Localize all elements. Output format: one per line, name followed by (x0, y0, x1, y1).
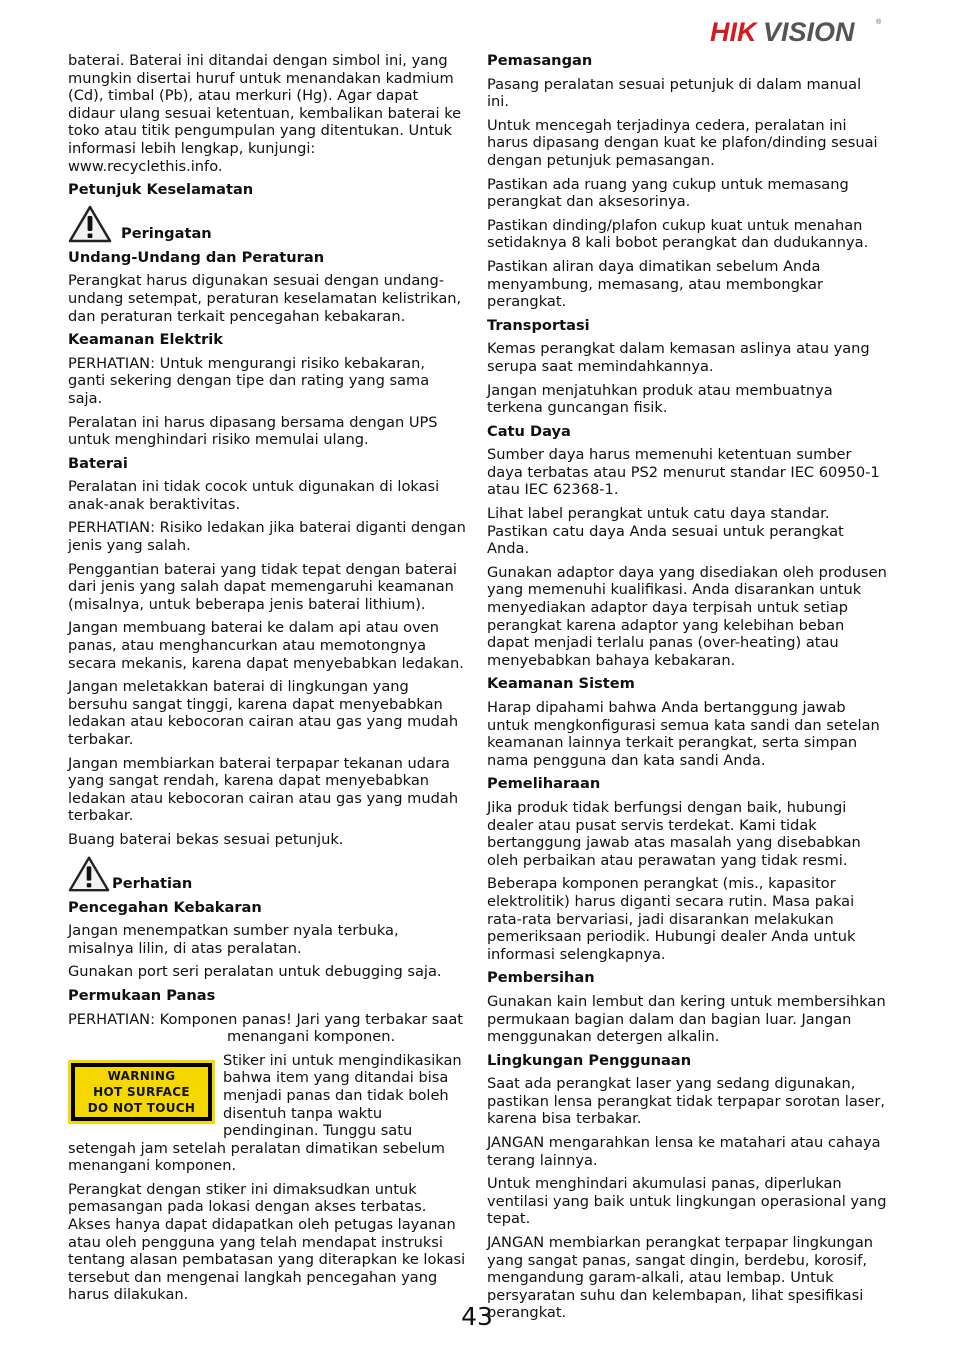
right-column (487, 52, 887, 1328)
fire-prevention-heading: Pencegahan Kebakaran (68, 898, 262, 916)
battery-text-6: Jangan membiarkan baterai terpapar tekanan udara yang sangat rendah, karena dapat menyebabkan ledakan atau kebocoran cairan atau gas yang mudah terbakar. (68, 754, 459, 825)
hot-surface-heading: Permukaan Panas (68, 986, 216, 1004)
installation-text-2: Untuk mencegah terjadinya cedera, peralatan ini harus dipasang dengan kuat ke plafon/dinding sesuai dengan petunjuk pemasangan. (487, 116, 878, 169)
power-text-3: Gunakan adaptor daya yang disediakan oleh produsen yang memenuhi kualifikasi. Anda disarankan untuk menyediakan adaptor daya terpisah untuk setiap perangkat karena adaptor yang kelebihan beban dapat menjadi terlalu panas (over-heating) atau menyebabkan bahaya kebakaran. (487, 563, 887, 669)
battery-text-4: Jangan membuang baterai ke dalam api atau oven panas, atau menghancurkan atau memotongnya secara mekanis, karena dapat menyebabkan ledakan. (68, 619, 464, 672)
electrical-safety-heading: Keamanan Elektrik (68, 331, 224, 349)
sticker-line-warning: WARNING (107, 1068, 176, 1083)
left-column (68, 52, 466, 1310)
warning-triangle-icon (68, 205, 112, 243)
electrical-text-2: Peralatan ini harus dipasang bersama dengan UPS untuk menghindari risiko memulai ulang. (68, 413, 438, 449)
power-text-1: Sumber daya harus memenuhi ketentuan sumber daya terbatas atau PS2 menurut standar IEC 60950-1 atau IEC 62368-1. (487, 446, 880, 499)
battery-text-2: PERHATIAN: Risiko ledakan jika baterai diganti dengan jenis yang salah. (68, 519, 466, 555)
maintenance-text-2: Beberapa komponen perangkat (mis., kapasitor elektrolitik) harus diganti secara rutin. Masa pakai rata-rata bervariasi, jadi disarankan melakukan pemeriksaan periodik. Hubungi dealer Anda untuk informasi selengkapnya. (487, 875, 856, 963)
environment-text-1: Saat ada perangkat laser yang sedang digunakan, pastikan lensa perangkat tidak terpapar sorotan laser, karena bisa terbakar. (487, 1075, 886, 1128)
battery-heading: Baterai (68, 454, 128, 472)
system-security-heading: Keamanan Sistem (487, 675, 635, 693)
hot-surface-text-3: Perangkat dengan stiker ini dimaksudkan untuk pemasangan pada lokasi dengan akses terbatas. Akses hanya dapat didapatkan oleh petugas layanan atau oleh pengguna yang telah mendapat instruksi tentang alasan pembatasan yang diterapkan ke lokasi tersebut dan mengenai langkah pencegahan yang harus dilakukan. (68, 1180, 466, 1304)
maintenance-text-1: Jika produk tidak berfungsi dengan baik, hubungi dealer atau pusat servis terdekat. Kami tidak bertanggung jawab atas masalah yang disebabkan oleh perbaikan atau perawatan yang tidak resmi. (487, 798, 861, 869)
hot-surface-sticker (68, 1060, 215, 1124)
page-number: 43 (461, 1302, 493, 1331)
law-text: Perangkat harus digunakan sesuai dengan undang-undang setempat, peraturan keselamatan kelistrikan, dan peraturan terkait pencegahan kebakaran. (68, 272, 462, 325)
law-heading: Undang-Undang dan Peraturan (68, 248, 325, 266)
warning-label: Peringatan (121, 225, 212, 243)
electrical-text-1: PERHATIAN: Untuk mengurangi risiko kebakaran, ganti sekering dengan tipe dan rating yang sama saja. (68, 354, 430, 407)
cleaning-text-1: Gunakan kain lembut dan kering untuk membersihkan permukaan bagian dalam dan bagian luar. Jangan menggunakan detergen alkalin. (487, 992, 886, 1046)
power-supply-heading: Catu Daya (487, 422, 571, 440)
svg-text:®: ® (876, 19, 882, 26)
caution-row (68, 855, 466, 893)
environment-heading: Lingkungan Penggunaan (487, 1051, 692, 1069)
hot-surface-text-1-line1: PERHATIAN: Komponen panas! Jari yang terbakar saat (68, 1010, 464, 1028)
environment-text-2: JANGAN mengarahkan lensa ke matahari atau cahaya terang lainnya. (487, 1134, 881, 1169)
hikvision-logo (710, 14, 885, 48)
installation-text-3: Pastikan ada ruang yang cukup untuk memasang perangkat dan aksesorinya. (487, 175, 849, 211)
system-text-1: Harap dipahami bahwa Anda bertanggung jawab untuk mengkonfigurasi semua kata sandi dan setelan keamanan lainnya terkait perangkat, serta simpan nama pengguna dan kata sandi Anda. (487, 699, 880, 769)
battery-text-3: Penggantian baterai yang tidak tepat dengan baterai dari jenis yang salah dapat memengaruhi keamanan (misalnya, untuk beberapa jenis baterai lithium). (68, 560, 457, 613)
environment-text-3: Untuk menghindari akumulasi panas, diperlukan ventilasi yang baik untuk lingkungan operasional yang tepat. (487, 1175, 887, 1228)
fire-text-1: Jangan menempatkan sumber nyala terbuka, misalnya lilin, di atas peralatan. (68, 922, 399, 957)
safety-instructions-heading: Petunjuk Keselamatan (68, 181, 254, 199)
caution-label: Perhatian (112, 874, 193, 892)
battery-text-7: Buang baterai bekas sesuai petunjuk. (68, 830, 344, 848)
power-text-2: Lihat label perangkat untuk catu daya standar. Pastikan catu daya Anda sesuai untuk perangkat Anda. (487, 505, 844, 558)
fire-text-2: Gunakan port seri peralatan untuk debugging saja. (68, 963, 442, 981)
maintenance-heading: Pemeliharaan (487, 775, 601, 793)
sticker-line-do-not-touch: DO NOT TOUCH (87, 1100, 196, 1115)
hot-surface-text-1-line2: menangani komponen. (227, 1028, 396, 1046)
transport-heading: Transportasi (487, 316, 590, 334)
installation-text-1: Pasang peralatan sesuai petunjuk di dalam manual ini. (487, 75, 862, 111)
svg-text:VISION: VISION (763, 17, 855, 47)
svg-text:HIK: HIK (710, 17, 757, 47)
transport-text-2: Jangan menjatuhkan produk atau membuatnya terkena guncangan fisik. (487, 381, 833, 417)
hot-surface-text-2: Stiker ini untuk mengindikasikan bahwa item yang ditandai bisa menjadi panas dan tidak boleh disentuh tanpa waktu pendinginan. Tunggu satu setengah jam setelah peralatan dimatikan sebelum menangani komponen. (68, 1051, 462, 1175)
warning-row (68, 205, 466, 243)
installation-heading: Pemasangan (487, 52, 593, 69)
installation-text-4: Pastikan dinding/plafon cukup kuat untuk menahan setidaknya 8 kali bobot perangkat dan dudukannya. (487, 216, 869, 252)
hot-surface-text-1 (68, 1011, 466, 1046)
battery-text-5: Jangan meletakkan baterai di lingkungan yang bersuhu sangat tinggi, karena dapat menyebabkan ledakan atau kebocoran cairan atau gas yang mudah terbakar. (68, 678, 459, 748)
transport-text-1: Kemas perangkat dalam kemasan aslinya atau yang serupa saat memindahkannya. (487, 340, 870, 375)
sticker-line-hot-surface: HOT SURFACE (93, 1084, 190, 1099)
caution-triangle-icon (68, 855, 110, 893)
cleaning-heading: Pembersihan (487, 969, 595, 987)
installation-text-5: Pastikan aliran daya dimatikan sebelum Anda menyambung, memasang, atau membongkar perangkat. (487, 257, 823, 311)
battery-intro-text: baterai. Baterai ini ditandai dengan simbol ini, yang mungkin disertai huruf untuk menandakan kadmium (Cd), timbal (Pb), atau merkuri (Hg). Agar dapat didaur ulang sesuai ketentuan, kembalikan baterai ke toko atau titik pengumpulan yang ditentukan. Untuk informasi lebih lengkap, kunjungi: www.recyclethis.info. (68, 52, 462, 175)
battery-text-1: Peralatan ini tidak cocok untuk digunakan di lokasi anak-anak beraktivitas. (68, 478, 440, 513)
environment-text-4: JANGAN membiarkan perangkat terpapar lingkungan yang sangat panas, sangat dingin, berdebu, korosif, mengandung garam-alkali, atau lembap. Untuk persyaratan suhu dan kelembapan, lihat spesifikasi perangkat. (487, 1234, 874, 1322)
